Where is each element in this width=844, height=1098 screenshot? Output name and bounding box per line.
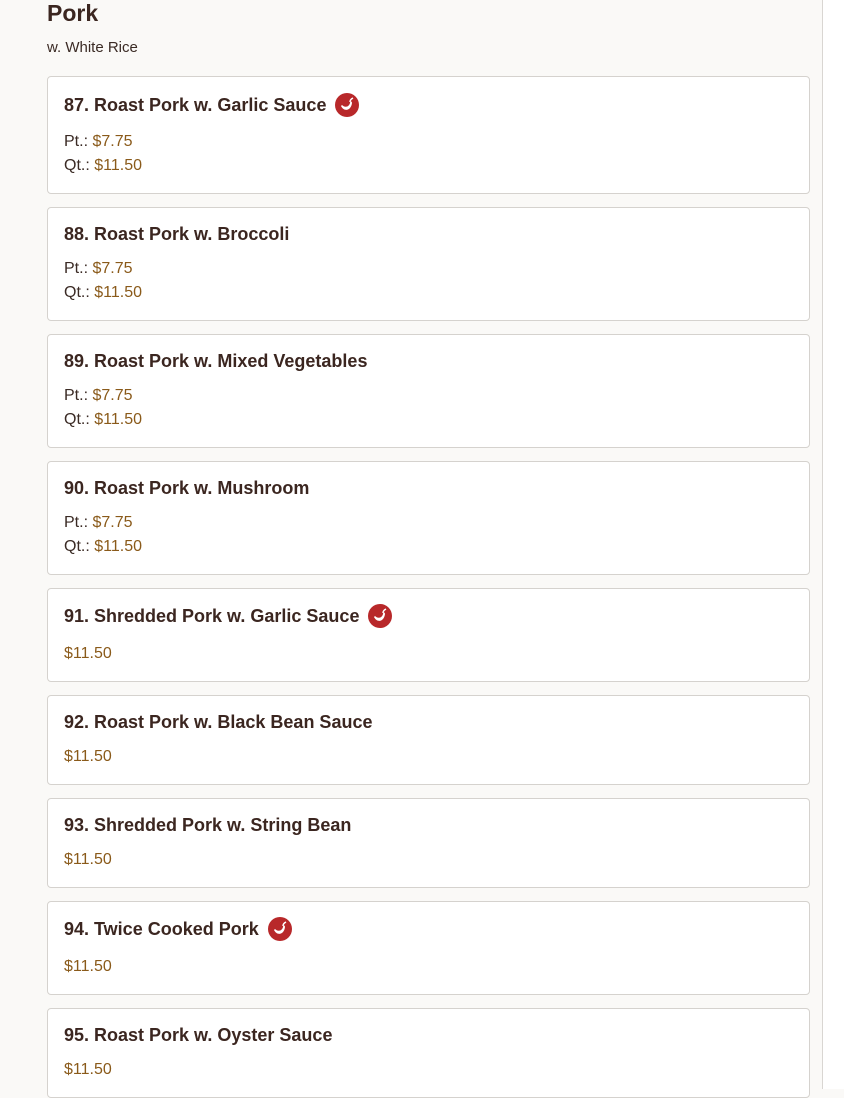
menu-item-title bbox=[64, 478, 309, 499]
menu-item-name: 90. Roast Pork w. Mushroom bbox=[64, 478, 310, 498]
menu-item-name: 91. Shredded Pork w. Garlic Sauce bbox=[64, 605, 360, 626]
price-value: $11.50 bbox=[64, 645, 112, 662]
price-single bbox=[64, 1061, 112, 1079]
price-value: $11.50 bbox=[64, 958, 112, 975]
scroll-divider bbox=[822, 0, 823, 1089]
menu-item-title bbox=[64, 351, 367, 372]
price-single bbox=[64, 748, 112, 766]
price-label: Qt.: bbox=[64, 157, 90, 174]
menu-item-card[interactable] bbox=[47, 76, 810, 194]
price-value: $7.75 bbox=[92, 514, 133, 531]
price-value: $11.50 bbox=[94, 411, 142, 428]
price-label: Qt.: bbox=[64, 284, 90, 301]
section-title: Pork bbox=[47, 0, 99, 26]
price-quart bbox=[64, 284, 142, 302]
menu-item-name: 88. Roast Pork w. Broccoli bbox=[64, 224, 290, 244]
menu-item-card[interactable] bbox=[47, 798, 810, 888]
menu-item-card[interactable] bbox=[47, 588, 810, 682]
menu-item-title bbox=[64, 604, 392, 628]
menu-item-card[interactable] bbox=[47, 901, 810, 995]
menu-item-card[interactable] bbox=[47, 207, 810, 321]
chili-pepper-icon bbox=[335, 93, 359, 117]
menu-item-name: 87. Roast Pork w. Garlic Sauce bbox=[64, 94, 327, 115]
price-label: Pt.: bbox=[64, 387, 89, 404]
section-subtitle: w. White Rice bbox=[47, 39, 138, 56]
price-label: Pt.: bbox=[64, 260, 89, 277]
price-label: Pt.: bbox=[64, 133, 89, 150]
price-value: $11.50 bbox=[64, 1061, 112, 1078]
price-quart bbox=[64, 538, 142, 556]
menu-item-title bbox=[64, 93, 359, 117]
price-pint bbox=[64, 514, 133, 532]
price-value: $11.50 bbox=[94, 157, 142, 174]
price-label: Pt.: bbox=[64, 514, 89, 531]
price-value: $7.75 bbox=[92, 387, 133, 404]
price-quart bbox=[64, 157, 142, 175]
menu-item-name: 94. Twice Cooked Pork bbox=[64, 918, 259, 939]
menu-item-name: 92. Roast Pork w. Black Bean Sauce bbox=[64, 712, 373, 732]
menu-item-title bbox=[64, 712, 372, 733]
price-value: $7.75 bbox=[92, 260, 133, 277]
price-label: Qt.: bbox=[64, 411, 90, 428]
price-value: $11.50 bbox=[64, 748, 112, 765]
scroll-track[interactable] bbox=[823, 0, 844, 1089]
menu-item-card[interactable] bbox=[47, 695, 810, 785]
price-pint bbox=[64, 133, 133, 151]
price-value: $7.75 bbox=[92, 133, 133, 150]
price-single bbox=[64, 851, 112, 869]
price-quart bbox=[64, 411, 142, 429]
menu-item-title bbox=[64, 917, 292, 941]
price-value: $11.50 bbox=[94, 538, 142, 555]
menu-item-name: 93. Shredded Pork w. String Bean bbox=[64, 815, 352, 835]
price-label: Qt.: bbox=[64, 538, 90, 555]
price-pint bbox=[64, 387, 133, 405]
menu-item-card[interactable] bbox=[47, 334, 810, 448]
price-single bbox=[64, 958, 112, 976]
menu-item-name: 89. Roast Pork w. Mixed Vegetables bbox=[64, 351, 368, 371]
chili-pepper-icon bbox=[268, 917, 292, 941]
price-pint bbox=[64, 260, 133, 278]
menu-item-title bbox=[64, 224, 289, 245]
menu-item-title bbox=[64, 815, 351, 836]
menu-item-name: 95. Roast Pork w. Oyster Sauce bbox=[64, 1025, 333, 1045]
menu-item-card[interactable] bbox=[47, 1008, 810, 1098]
price-value: $11.50 bbox=[94, 284, 142, 301]
price-value: $11.50 bbox=[64, 851, 112, 868]
price-single bbox=[64, 645, 112, 663]
menu-item-title bbox=[64, 1025, 332, 1046]
menu-item-card[interactable] bbox=[47, 461, 810, 575]
chili-pepper-icon bbox=[368, 604, 392, 628]
